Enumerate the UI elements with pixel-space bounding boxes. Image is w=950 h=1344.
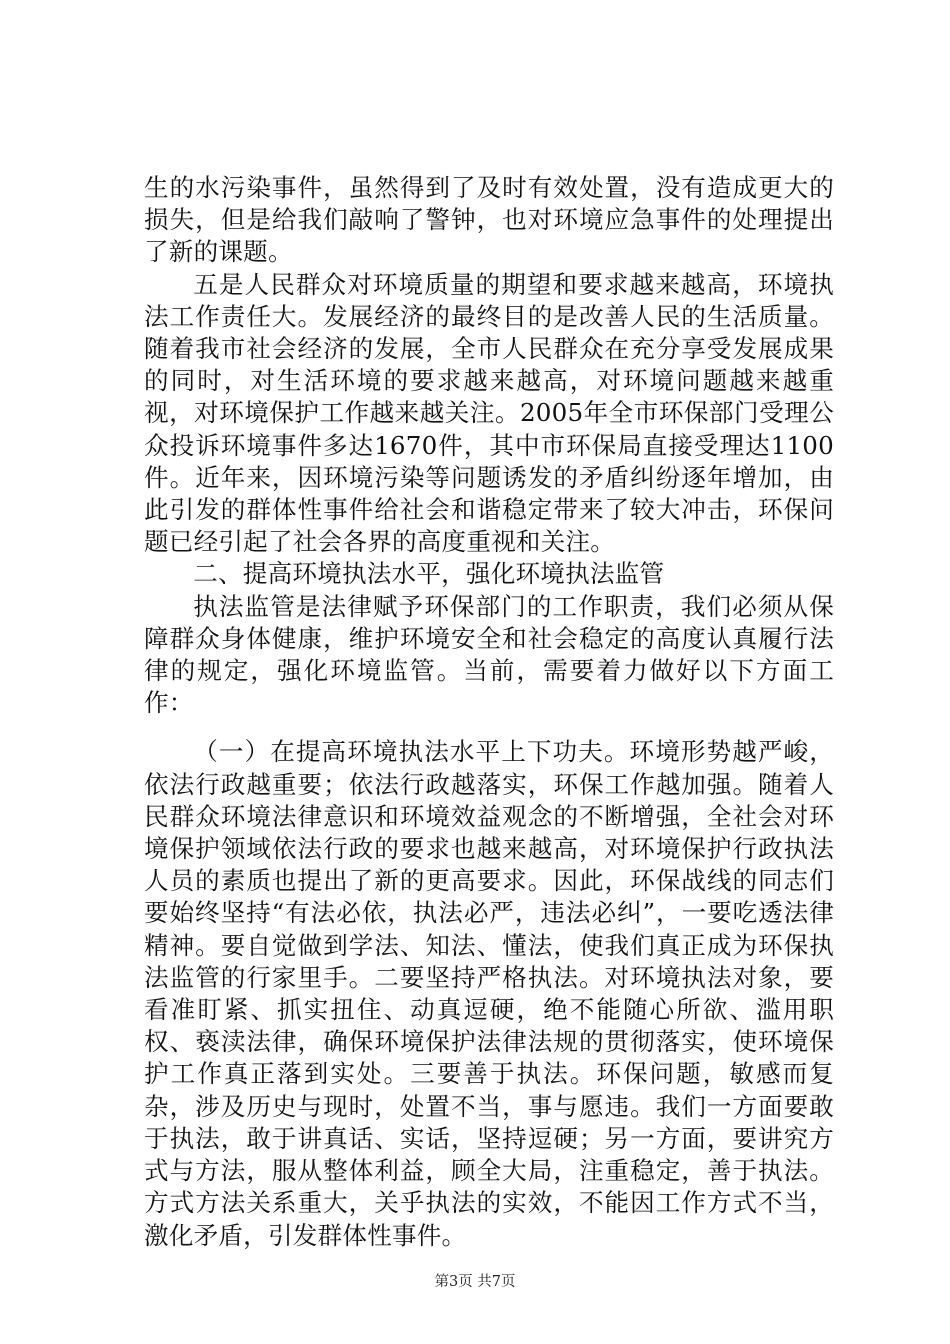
paragraph-continuation: 生的水污染事件，虽然得到了及时有效处置，没有造成更大的损失，但是给我们敲响了警钟，也对环境应急事件的处理提出了新的课题。 [144, 173, 834, 267]
paragraph-supervision-intro: 执法监管是法律赋予环保部门的工作职责，我们必须从保障群众身体健康，维护环境安全和社会稳定的高度认真履行法律的规定，强化环境监管。当前，需要着力做好以下方面工作： [144, 591, 834, 718]
page-number-footer: 第3页 共7页 [434, 1274, 516, 1290]
document-body [144, 172, 834, 1252]
paragraph-point-five: 五是人民群众对环境质量的期望和要求越来越高，环境执法工作责任大。发展经济的最终目的是改善人民的生活质量。随着我市社会经济的发展，全市人民群众在充分享受发展成果的同时，对生活环境的要求越来越高，对环境问题越来越重视，对环境保护工作越来越关注。2005年全市环保部门受理公众投诉环境事件多达1670件，其中市环保局直接受理达1100件。近年来，因环境污染等问题诱发的矛盾纠纷逐年增加，由此引发的群体性事件给社会和谐稳定带来了较大冲击，环保问题已经引起了社会各界的高度重视和关注。 [144, 269, 834, 557]
paragraph-subsection-one: （一）在提高环境执法水平上下功夫。环境形势越严峻，依法行政越重要；依法行政越落实，环保工作越加强。随着人民群众环境法律意识和环境效益观念的不断增强，全社会对环境保护领域依法行政的要求也越来越高，对环境保护行政执法人员的素质也提出了新的更高要求。因此，环保战线的同志们要始终坚持“有法必依，执法必严，违法必纠”，一要吃透法律精神。要自觉做到学法、知法、懂法，使我们真正成为环保执法监管的行家里手。二要坚持严格执法。对环境执法对象，要看准盯紧、抓实扭住、动真逗硬，绝不能随心所欲、滥用职权、亵渎法律，确保环境保护法律法规的贯彻落实，使环境保护工作真正落到实处。三要善于执法。环保问题，敏感而复杂，涉及历史与现时，处置不当，事与愿违。我们一方面要敢于执法，敢于讲真话、实话，坚持逗硬；另一方面，要讲究方式与方法，服从整体利益，顾全大局，注重稳定，善于执法。方式方法关系重大，关乎执法的实效，不能因工作方式不当，激化矛盾，引发群体性事件。 [144, 737, 834, 1250]
section-heading: 二、提高环境执法水平，强化环境执法监管 [193, 559, 665, 589]
